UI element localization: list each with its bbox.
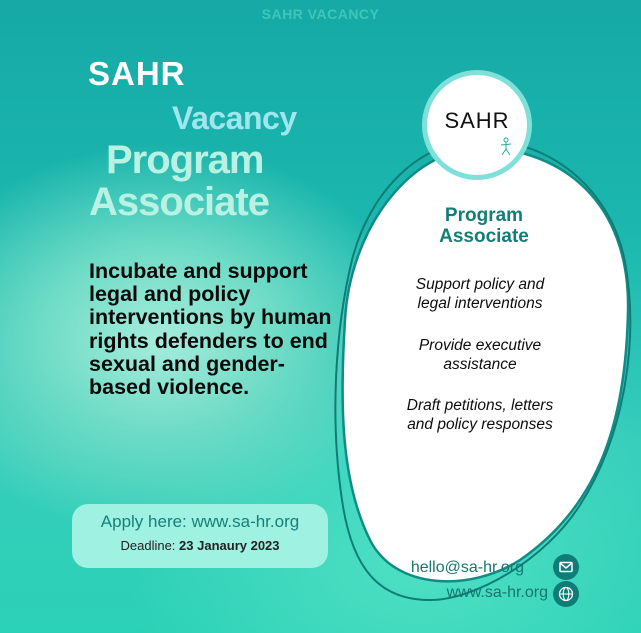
globe-icon xyxy=(553,581,579,607)
contact-email[interactable]: hello@sa-hr.org xyxy=(410,559,524,576)
duty-item xyxy=(370,276,590,314)
header-tag: SAHR VACANCY xyxy=(261,6,380,22)
role-title-line1: Program xyxy=(106,138,264,182)
card-title xyxy=(376,205,592,248)
role-description: Incubate and support legal and policy interventions by human rights defenders to end sexual and gender-based violence. xyxy=(89,259,332,400)
contact-website[interactable]: www.sa-hr.org xyxy=(446,584,548,601)
vacancy-heading: Vacancy xyxy=(172,100,297,136)
duty-item xyxy=(370,397,590,435)
duty-line: and policy responses xyxy=(407,415,553,433)
deadline-label: Deadline: xyxy=(120,538,176,553)
apply-link[interactable]: Apply here: www.sa-hr.org xyxy=(100,512,300,531)
duty-line: Draft petitions, letters xyxy=(406,397,554,414)
duty-line: legal interventions xyxy=(417,294,543,312)
mail-icon-glyph xyxy=(553,554,579,580)
logo-text: SAHR xyxy=(444,108,510,133)
card-title-line2: Associate xyxy=(439,226,529,248)
role-title-line2: Associate xyxy=(89,180,269,224)
duty-line: Provide executive xyxy=(418,337,542,354)
duty-line: Support policy and xyxy=(415,276,545,293)
org-title: SAHR xyxy=(88,55,186,92)
duty-line: assistance xyxy=(443,355,517,373)
globe-icon-glyph xyxy=(553,581,579,607)
deadline-date: 23 Janaury 2023 xyxy=(179,538,280,553)
mail-icon xyxy=(553,554,579,580)
logo-badge xyxy=(422,70,532,180)
duty-item xyxy=(370,337,590,375)
person-icon xyxy=(499,137,513,157)
card-title-line1: Program xyxy=(444,205,524,226)
